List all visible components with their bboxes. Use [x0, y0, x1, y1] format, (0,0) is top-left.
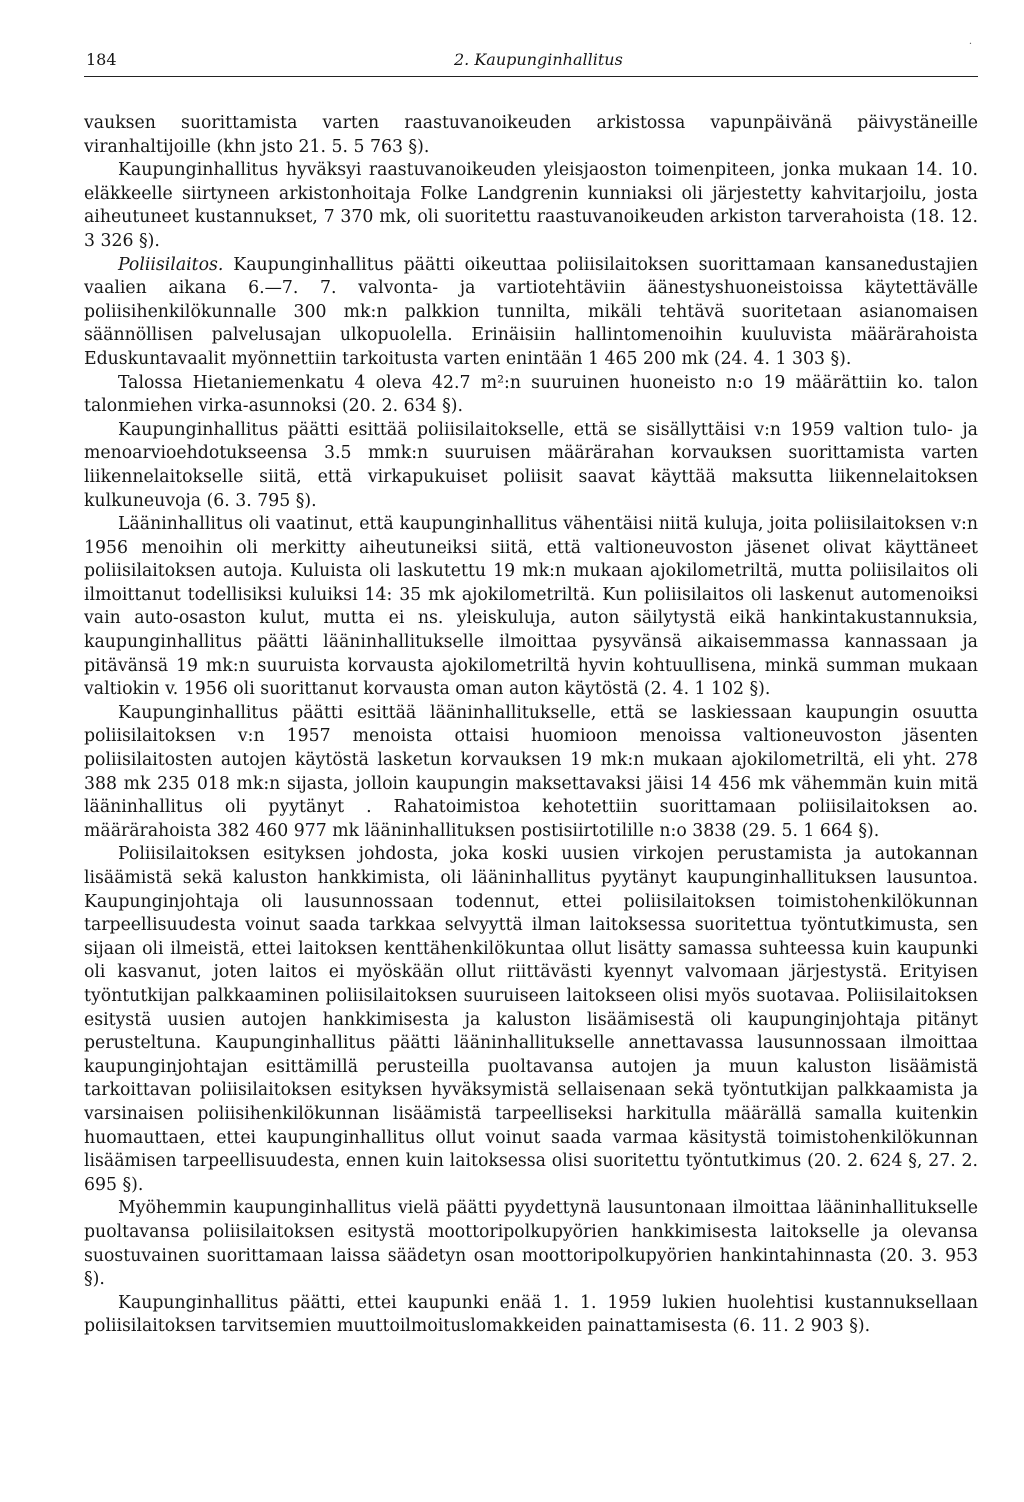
- corner-mark: .: [968, 36, 972, 47]
- paragraph-text: Talossa Hietaniemenkatu 4 oleva 42.7 m²:n suuruinen huoneisto n:o 19 määrättiin ko. talon talonmiehen virka-asunnoksi (20. 2. 634 §).: [84, 372, 978, 417]
- section-lead: Poliisilaitos.: [118, 254, 224, 275]
- paragraph-text: Kaupunginhallitus päätti, ettei kaupunki enää 1. 1. 1959 lukien huolehtisi kustannuksellaan poliisilaitoksen tarvitsemien muuttoilmoituslomakkeiden painattamisesta (6. 11. 2 903 §).: [84, 1292, 978, 1337]
- paragraph-text: Poliisilaitoksen esityksen johdosta, joka koski uusien virkojen perustamista ja autokannan lisäämistä sekä kaluston hankkimista, oli lääninhallitus pyytänyt kaupunginhallituksen lausuntoa. Kaupunginjohtaja oli lausunnossaan todennut, ettei poliisilaitoksen toimistohenkilökunnan tarpeellisuudesta voinut saada tarkkaa selvyyttä ilman laitoksessa suoritettua työntutkimusta, sen sijaan oli ilmeistä, ettei laitoksen kenttähenkilökuntaa ollut lisätty samassa suhteessa kuin kaupunki oli kasvanut, joten laitos ei myöskään ollut riittävästi kyennyt valvomaan järjestystä. Erityisen työntutkijan palkkaaminen poliisilaitoksen suuruiseen laitokseen olisi myös suotavaa. Poliisilaitoksen esitystä uusien autojen hankkimisesta ja kaluston lisäämisestä oli kaupunginjohtaja pitänyt perusteltuna. Kaupunginhallitus päätti lääninhallitukselle annettavassa lausunnossaan ilmoittaa kaupunginjohtajan esittämillä perusteilla puoltavansa autojen ja muun kaluston lisäämistä tarkoittavan poliisilaitoksen esityksen hyväksymistä sellaisenaan sekä työntutkijan palkkaamista ja varsinaisen poliisihenkilökunnan lisäämistä tarpeelliseksi harkitulla määrällä samalla kuitenkin huomauttaen, ettei kaupunginhallitus ollut voinut saada varmaa käsitystä toimistohenkilökunnan lisäämisen tarpeellisuudesta, ennen kuin laitoksessa olisi suoritettu työntutkimus (20. 2. 624 §, 27. 2. 695 §).: [84, 844, 978, 1195]
- paragraph: [84, 1292, 978, 1339]
- paragraph-text: Kaupunginhallitus päätti oikeuttaa poliisilaitoksen suorittamaan kansanedustajien vaalien aikana 6.—7. 7. valvonta- ja vartiotehtäviin äänestyshuoneistoissa käytettävälle poliisihenkilökunnalle 300 mk:n palkkion tunnilta, mikäli tehtävä suoritetaan asianomaisen säännöllisen palvelusajan ulkopuolella. Erinäisiin hallintomenoihin kuuluvista määrärahoista Eduskuntavaalit myönnettiin tarkoitusta varten enintään 1 465 200 mk (24. 4. 1 303 §).: [84, 254, 978, 369]
- paragraph-text: Lääninhallitus oli vaatinut, että kaupunginhallitus vähentäisi niitä kuluja, joita poliisilaitoksen v:n 1956 menoihin oli merkitty aiheutuneiksi siitä, että valtioneuvoston jäsenet olivat käyttäneet poliisilaitoksen autoja. Kuluista oli laskutettu 19 mk:n mukaan ajokilometriltä, mutta poliisilaitos oli ilmoittanut todellisiksi kuluiksi 14: 35 mk ajokilometriltä. Kun poliisilaitos oli laskenut automenoiksi vain auto-osaston kulut, mutta ei ns. yleiskuluja, auton säilytystä eikä hankintakustannuksia, kaupunginhallitus päätti lääninhallitukselle ilmoittaa pysyvänsä aikaisemmassa kannassaan ja pitävänsä 19 mk:n suuruista korvausta ajokilometriltä hyvin kohtuullisena, minkä summan mukaan valtiokin v. 1956 oli suorittanut korvausta oman auton käytöstä (2. 4. 1 102 §).: [84, 514, 978, 700]
- paragraph: [84, 843, 978, 1197]
- body-text: [84, 112, 978, 1339]
- page-header: [84, 36, 978, 77]
- paragraph: [84, 702, 978, 844]
- paragraph: [84, 254, 978, 372]
- paragraph-text: Kaupunginhallitus päätti esittää poliisilaitokselle, että se sisällyttäisi v:n 1959 valtion tulo- ja menoarvioehdotukseensa 3.5 mmk:n suuruisen määrärahan korvauksen suorittamista varten liikennelaitokselle siitä, että virkapukuiset poliisit saavat käyttää maksutta liikennelaitoksen kulkuneuvoja (6. 3. 795 §).: [84, 419, 978, 511]
- paragraph-text: Kaupunginhallitus päätti esittää lääninhallitukselle, että se laskiessaan kaupungin osuutta poliisilaitoksen v:n 1957 menoista ottaisi huomioon menoissa valtioneuvoston jäsenten poliisilaitosten autojen käytöstä lasketun korvauksen 19 mk:n mukaan ajokilometriltä, eli yht. 278 388 mk 235 018 mk:n sijasta, jolloin kaupungin maksettavaksi jäisi 14 456 mk vähemmän kuin mitä lääninhallitus oli pyytänyt . Rahatoimistoa kehotettiin suorittamaan poliisilaitoksen ao. määrärahoista 382 460 977 mk lääninhallituksen postisiirtotilille n:o 3838 (29. 5. 1 664 §).: [84, 702, 978, 841]
- paragraph: [84, 419, 978, 513]
- paragraph-text: vauksen suorittamista varten raastuvanoikeuden arkistossa vapunpäivänä päivystäneille viranhaltijoille (khn jsto 21. 5. 5 763 §).: [84, 113, 978, 157]
- paragraph: [84, 513, 978, 702]
- paragraph: [84, 1197, 978, 1291]
- paragraph: [84, 112, 978, 159]
- running-title: 2. Kaupunginhallitus: [454, 50, 623, 69]
- page-number: 184: [86, 50, 117, 69]
- paragraph-text: Kaupunginhallitus hyväksyi raastuvanoikeuden yleisjaoston toimenpiteen, jonka mukaan 14. 10. eläkkeelle siirtyneen arkistonhoitaja Folke Landgrenin kunniaksi oli järjestetty kahvitarjoilu, josta aiheutuneet kustannukset, 7 370 mk, oli suoritettu raastuvanoikeuden arkiston tarverahoista (18. 12. 3 326 §).: [84, 160, 978, 251]
- document-page: [84, 36, 978, 1337]
- paragraph: [84, 372, 978, 419]
- paragraph: [84, 159, 978, 253]
- paragraph-text: Myöhemmin kaupunginhallitus vielä päätti pyydettynä lausuntonaan ilmoittaa lääninhallitukselle puoltavansa poliisilaitoksen esitystä moottoripolkupyörien hankkimisesta laitokselle ja olevansa suostuvainen suorittamaan laissa säädetyn osan moottoripolkupyörien hankintahinnasta (20. 3. 953 §).: [84, 1198, 978, 1290]
